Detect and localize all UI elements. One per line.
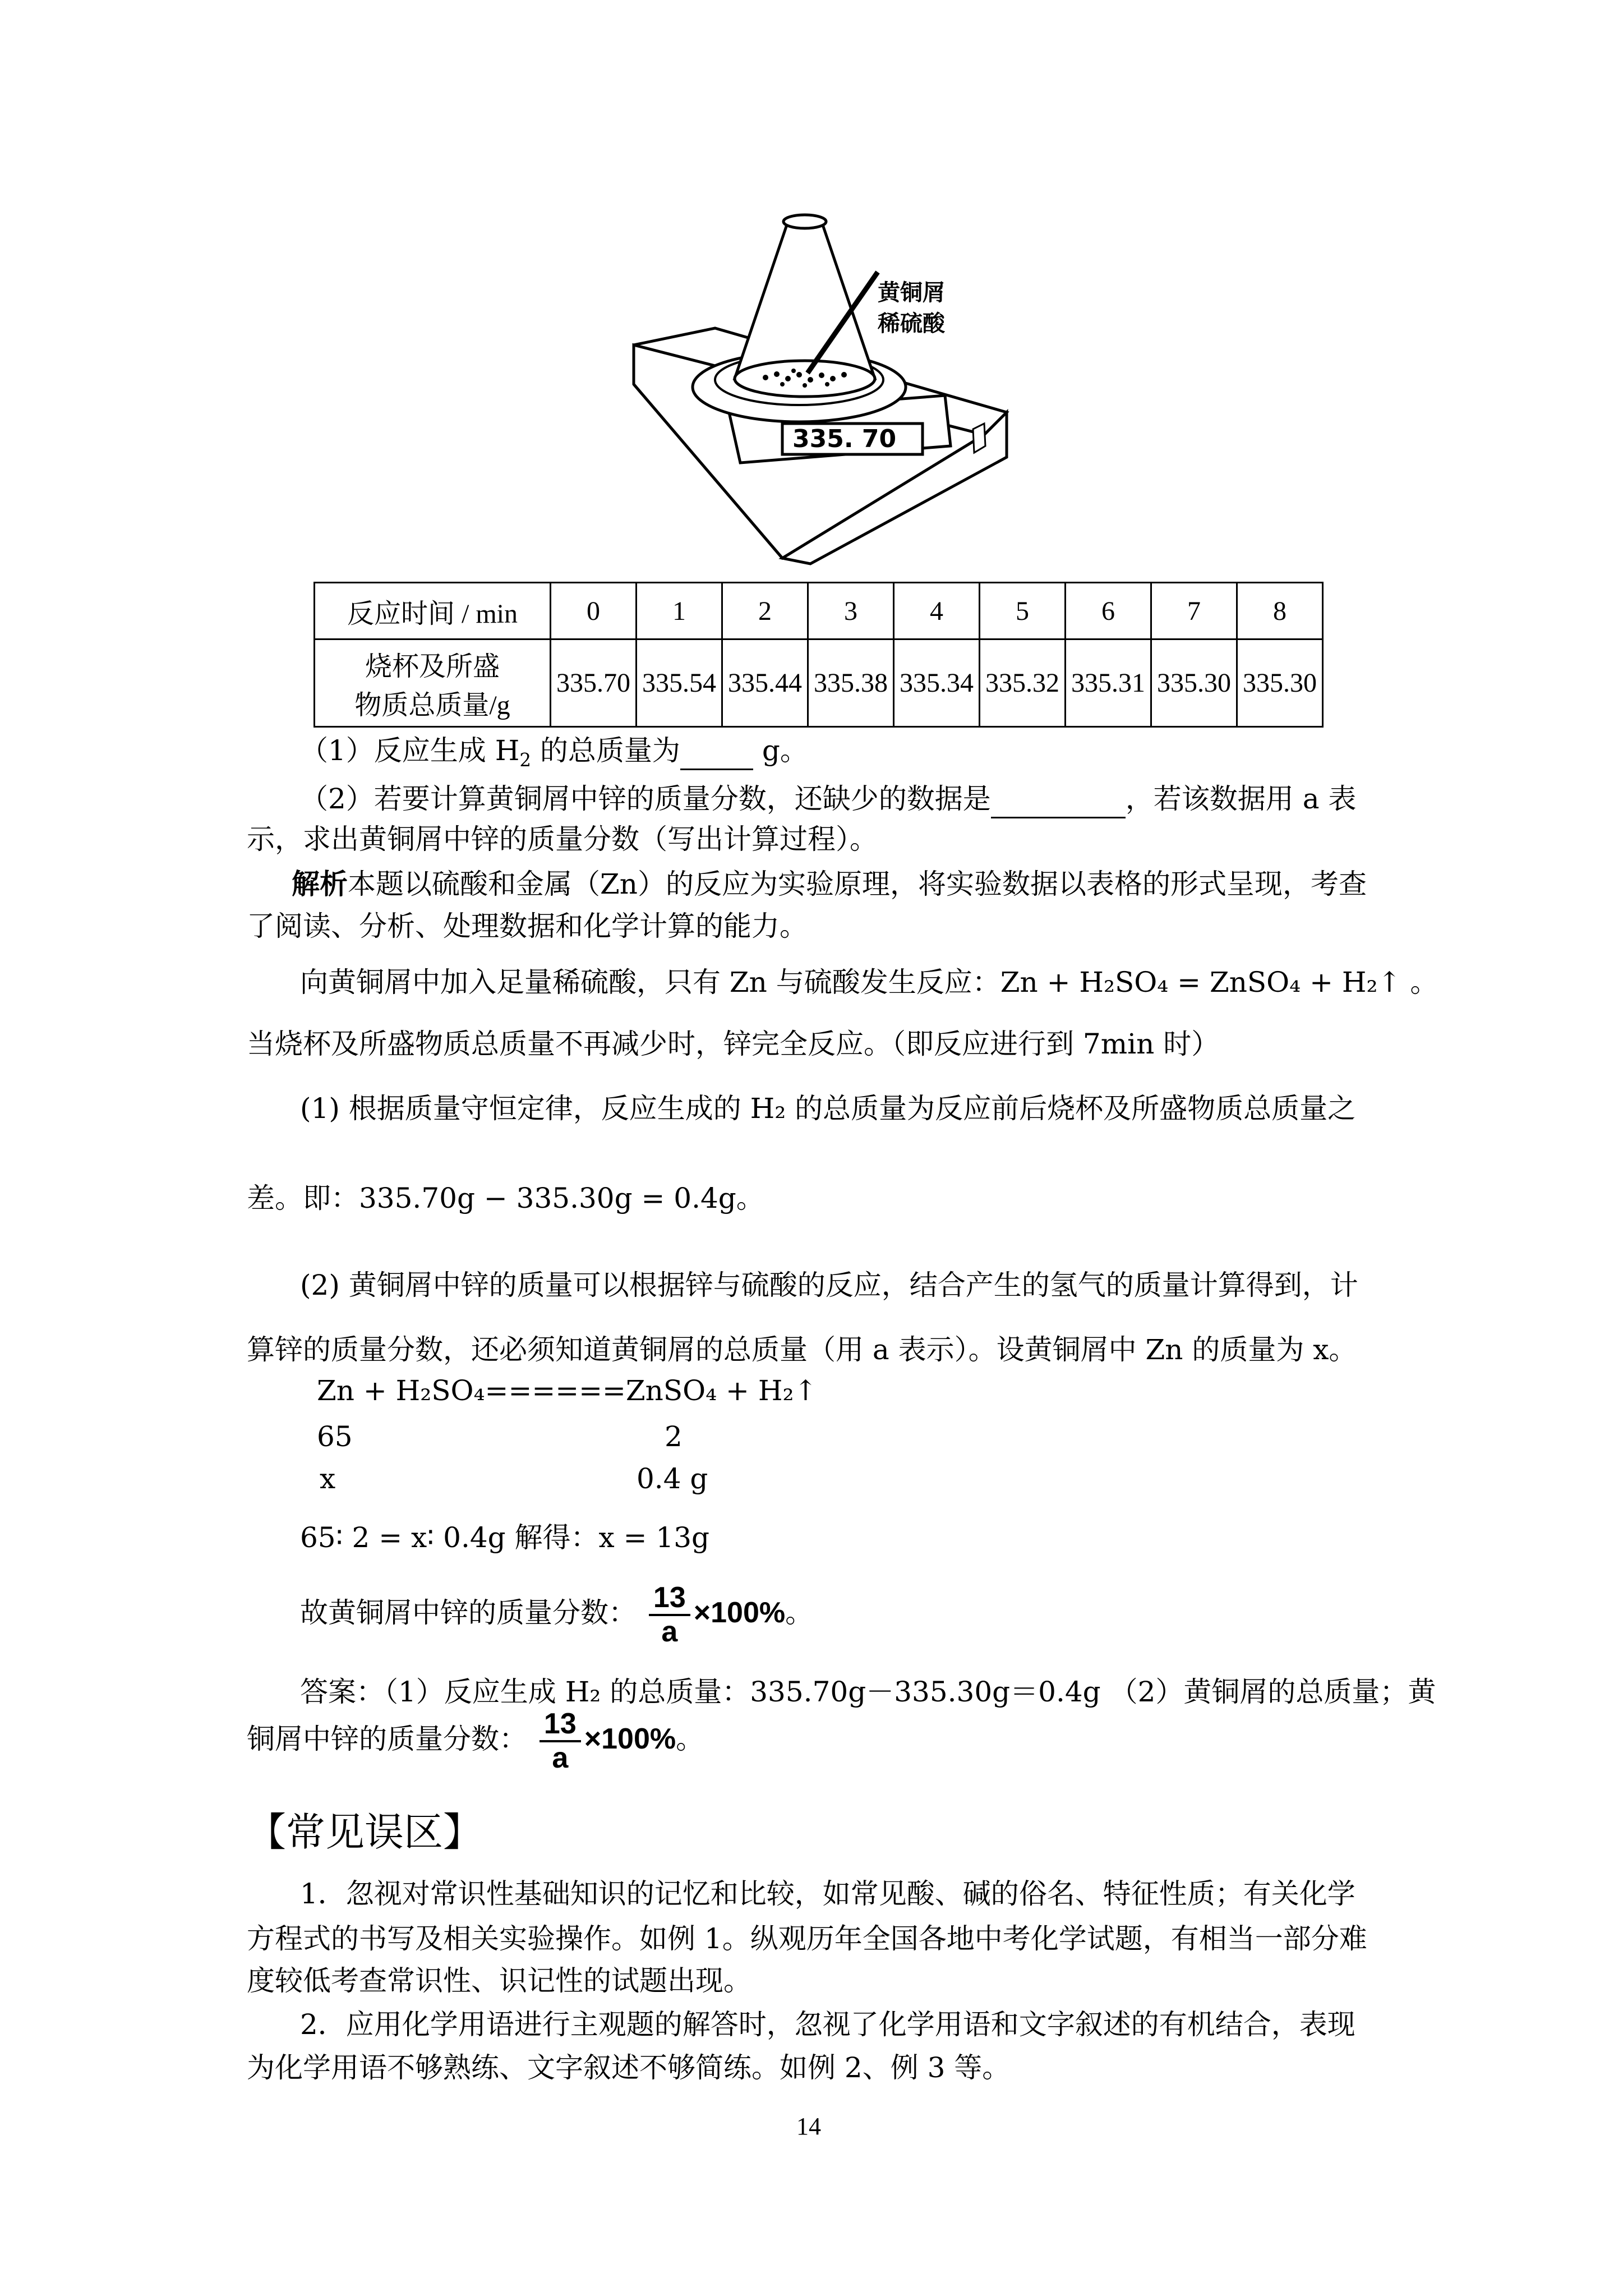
- figure-label-acid: 稀硫酸: [878, 311, 945, 337]
- table-cell: 335.34: [894, 639, 980, 727]
- q1-text: （1）反应生成 H: [300, 734, 520, 767]
- fraction-denominator: a: [552, 1742, 569, 1775]
- q1-text-post: 的总质量为: [531, 734, 680, 767]
- ratio-row-65: 65: [317, 1420, 353, 1453]
- analysis-label: 解析: [292, 868, 348, 900]
- mistake-1-line3: 度较低考查常识性、识记性的试题出现。: [247, 1964, 751, 1997]
- reaction-data-table: [313, 582, 1324, 728]
- fraction-numerator: 13: [649, 1582, 690, 1616]
- table-cell: 4: [894, 583, 980, 639]
- q2-text-post: ，若该数据用 a 表: [1125, 783, 1357, 815]
- ratio-row-2: 2: [665, 1420, 683, 1453]
- fraction: [649, 1582, 690, 1648]
- balance-display-reading: 335. 70: [792, 425, 897, 453]
- end-mark: 。: [785, 1596, 814, 1630]
- table-cell: 0: [551, 583, 637, 639]
- page-number: 14: [796, 2113, 821, 2140]
- equation: Zn + H₂SO₄======ZnSO₄ + H₂↑: [317, 1374, 818, 1407]
- fraction-result-line: [300, 1582, 813, 1648]
- analysis-line1: [292, 867, 1367, 902]
- mistake-2-line2: 为化学用语不够熟练、文字叙述不够简练。如例 2、例 3 等。: [247, 2051, 1011, 2084]
- fraction-numerator: 13: [540, 1708, 581, 1742]
- table-header-time: 反应时间 / min: [315, 583, 551, 639]
- analysis-complete: 当烧杯及所盛物质总质量不再减少时，锌完全反应。（即反应进行到 7min 时）: [247, 1028, 1220, 1060]
- table-row: [315, 583, 1323, 639]
- balance-figure: [614, 199, 1018, 567]
- mistake-1-line2: 方程式的书写及相关实验操作。如例 1。纵观历年全国各地中考化学试题，有相当一部分难: [247, 1922, 1367, 1955]
- answer-blank: [680, 733, 753, 770]
- table-header-mass-line2: 物质总质量/g: [354, 690, 510, 720]
- analysis-part2-line2: 算锌的质量分数，还必须知道黄铜屑的总质量（用 a 表示）。设黄铜屑中 Zn 的质量为 x。: [247, 1333, 1357, 1366]
- fraction-percent: ×100%: [584, 1723, 676, 1756]
- table-cell: 8: [1237, 583, 1323, 639]
- table-cell: 1: [637, 583, 722, 639]
- question-2-line1: [300, 781, 1356, 818]
- table-cell: 335.32: [980, 639, 1066, 727]
- analysis-part1-line1: (1) 根据质量守恒定律，反应生成的 H₂ 的总质量为反应前后烧杯及所盛物质总质量之: [300, 1092, 1356, 1125]
- analysis-text: 本题以硫酸和金属（Zn）的反应为实验原理，将实验数据以表格的形式呈现，考查: [348, 868, 1367, 900]
- analysis-line2: 了阅读、分析、处理数据和化学计算的能力。: [247, 910, 808, 942]
- balance-illustration: [614, 199, 1018, 567]
- table-cell: 335.30: [1151, 639, 1237, 727]
- analysis-reaction: 向黄铜屑中加入足量稀硫酸，只有 Zn 与硫酸发生反应：Zn + H₂SO₄ = ZnSO₄ + H₂↑ 。: [300, 966, 1438, 999]
- fraction-denominator: a: [661, 1616, 678, 1649]
- answer-fraction-label: 铜屑中锌的质量分数：: [247, 1723, 527, 1756]
- figure-label-brass: 黄铜屑: [878, 280, 945, 306]
- table-cell: 335.31: [1066, 639, 1151, 727]
- fraction: [540, 1708, 581, 1774]
- mistake-1-line1: 1．忽视对常识性基础知识的记忆和比较，如常见酸、碱的俗名、特征性质；有关化学: [300, 1878, 1355, 1910]
- question-2-line2: 示，求出黄铜屑中锌的质量分数（写出计算过程）。: [247, 823, 878, 855]
- answer-blank: [991, 781, 1126, 818]
- end-mark: 。: [676, 1723, 704, 1756]
- question-1: [300, 733, 808, 772]
- fraction-percent: ×100%: [693, 1596, 786, 1630]
- analysis-part2-line1: (2) 黄铜屑中锌的质量可以根据锌与硫酸的反应，结合产生的氢气的质量计算得到，计: [300, 1269, 1358, 1301]
- table-cell: 2: [722, 583, 808, 639]
- table-header-mass-line1: 烧杯及所盛: [365, 651, 500, 682]
- ratio-row-x: x: [320, 1462, 336, 1495]
- q1-subscript: 2: [519, 749, 531, 771]
- table-cell: 5: [980, 583, 1066, 639]
- table-cell: 335.30: [1237, 639, 1323, 727]
- answer-line2: [247, 1708, 704, 1774]
- answer-line1: 答案：（1）反应生成 H₂ 的总质量：335.70g－335.30g＝0.4g （2）黄铜屑的总质量；黄: [300, 1676, 1436, 1708]
- q1-unit: g。: [762, 734, 808, 767]
- table-cell: 6: [1066, 583, 1151, 639]
- mistake-2-line1: 2．应用化学用语进行主观题的解答时，忽视了化学用语和文字叙述的有机结合，表现: [300, 2008, 1355, 2041]
- table-cell: 335.70: [551, 639, 637, 727]
- table-cell: 335.38: [808, 639, 894, 727]
- q2-text: （2）若要计算黄铜屑中锌的质量分数，还缺少的数据是: [300, 783, 991, 815]
- table-cell: 7: [1151, 583, 1237, 639]
- fraction-label: 故黄铜屑中锌的质量分数：: [300, 1596, 637, 1630]
- table-row: [315, 639, 1323, 727]
- table-header-mass: [315, 639, 551, 727]
- section-heading: 【常见误区】: [247, 1809, 482, 1855]
- ratio-row-mass: 0.4 g: [637, 1462, 708, 1495]
- solve-line: 65∶ 2 = x∶ 0.4g 解得：x = 13g: [300, 1521, 710, 1554]
- table-cell: 335.44: [722, 639, 808, 727]
- table-cell: 3: [808, 583, 894, 639]
- analysis-part1-line2: 差。即：335.70g − 335.30g = 0.4g。: [247, 1182, 764, 1214]
- table-cell: 335.54: [637, 639, 722, 727]
